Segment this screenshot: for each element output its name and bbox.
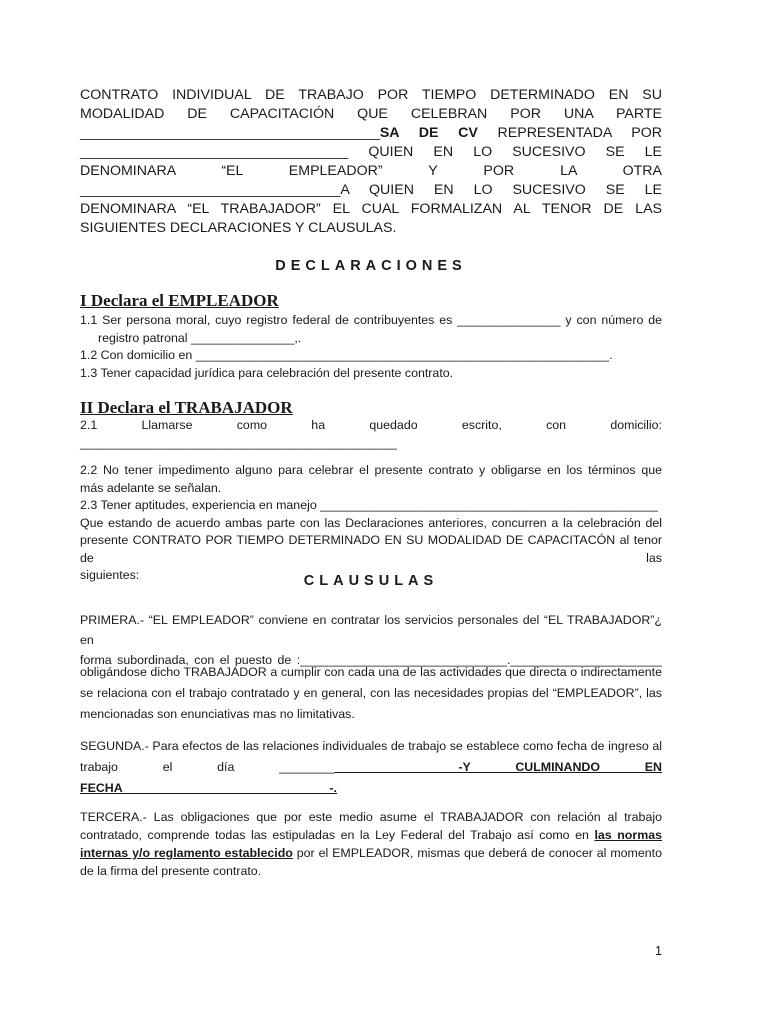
intro-line: CONTRATO INDIVIDUAL DE TRABAJO POR TIEMPO DETERMINADO EN SU [80, 87, 662, 103]
clause-text: se relaciona con el trabajo contratado y en general, con las necesidades propias del “EMPLEADOR”, las [80, 686, 662, 700]
clause-text: mencionadas son enunciativas mas no limitativas. [80, 707, 355, 721]
intro-text: REPRESENTADA POR [477, 125, 663, 141]
clause-text: internas y/o reglamento establecido por el EMPLEADOR, mismas que deberá de conocer al momento [80, 846, 662, 860]
declaration-item: registro patronal _______________,. [98, 330, 302, 345]
declaration-item: 2.1 Llamarse como ha quedado escrito, con domicilio: [80, 418, 662, 432]
clausula-segunda [80, 736, 662, 799]
intro-line: DENOMINARA “EL EMPLEADOR” Y POR LA OTRA [80, 163, 662, 179]
empleador-declarations [80, 312, 662, 382]
clause-text: contratado, comprende todas las estipuladas en la Ley Federal del Trabajo así como en las normas [80, 828, 662, 842]
blank-field: ______________________________________________ [80, 435, 397, 450]
intro-line [80, 124, 662, 143]
clausula-tercera [80, 808, 662, 880]
trabajador-section-title: II Declara el TRABAJADOR [80, 398, 293, 417]
declaration-item: 2.3 Tener aptitudes, experiencia en manejo _________________________________________________ [80, 498, 658, 512]
declaration-item: 1.3 Tener capacidad jurídica para celebración del presente contrato. [80, 365, 454, 380]
clausula-primera-cont [80, 662, 662, 725]
intro-line: MODALIDAD DE CAPACITACIÓN QUE CELEBRAN POR UNA PARTE [80, 106, 662, 122]
clause-text: de la firma del presente contrato. [80, 864, 262, 878]
clause-text: forma subordinada, con el puesto de :______________________________.______________________ [80, 653, 662, 667]
intro-line: SIGUIENTES DECLARACIONES Y CLAUSULAS. [80, 220, 397, 236]
clause-text: SEGUNDA.- Para efectos de las relaciones individuales de trabajo se establece como fecha de ingreso al [80, 739, 662, 753]
empleador-section-title: I Declara el EMPLEADOR [80, 291, 279, 310]
declaration-item: 1.1 Ser persona moral, cuyo registro federal de contribuyentes es _______________ y con número de [80, 313, 662, 327]
contract-intro [80, 86, 662, 238]
trabajador-declarations [80, 417, 662, 585]
declaration-item: 1.2 Con domicilio en ____________________________________________________________. [80, 348, 613, 362]
declaraciones-heading: DECLARACIONES [275, 258, 467, 274]
blank-field: ______________________________________ [80, 125, 380, 141]
closing-text: presente CONTRATO POR TIEMPO DETERMINADO EN SU MODALIDAD DE CAPACITACÓN al tenor de las [80, 533, 662, 565]
closing-text: siguientes: [80, 568, 140, 582]
clausula-primera [80, 610, 662, 670]
clause-text: trabajo el día __________________________-Y CULMINANDO EN [80, 760, 663, 774]
declaration-item: 2.2 No tener impedimento alguno para celebrar el presente contrato y obligarse en los términos que [80, 463, 662, 477]
intro-line: DENOMINARA “EL TRABAJADOR” EL CUAL FORMALIZAN AL TENOR DE LAS [80, 201, 662, 217]
clause-text: obligándose dicho TRABAJADOR a cumplir con cada una de las actividades que directa o indirectamente [80, 665, 662, 679]
clause-text: PRIMERA.- “EL EMPLEADOR” conviene en contratar los servicios personales del “EL TRABAJADOR”¿ en [80, 613, 662, 647]
company-type: SA DE CV [379, 125, 478, 141]
clause-text: TERCERA.- Las obligaciones que por este medio asume el TRABAJADOR con relación al trabajo [80, 810, 662, 824]
closing-text: Que estando de acuerdo ambas parte con las Declaraciones anteriores, concurren a la celebración del [80, 515, 662, 530]
declaration-item: más adelante se señalan. [80, 480, 222, 495]
intro-line: __________________________________ QUIEN EN LO SUCESIVO SE LE [80, 144, 662, 160]
clausulas-heading: CLAUSULAS [303, 573, 439, 589]
page-number: 1 [655, 944, 662, 958]
clause-text: FECHA______________________________-. [80, 781, 337, 795]
intro-line: _________________________________A QUIEN EN LO SUCESIVO SE LE [80, 182, 662, 198]
